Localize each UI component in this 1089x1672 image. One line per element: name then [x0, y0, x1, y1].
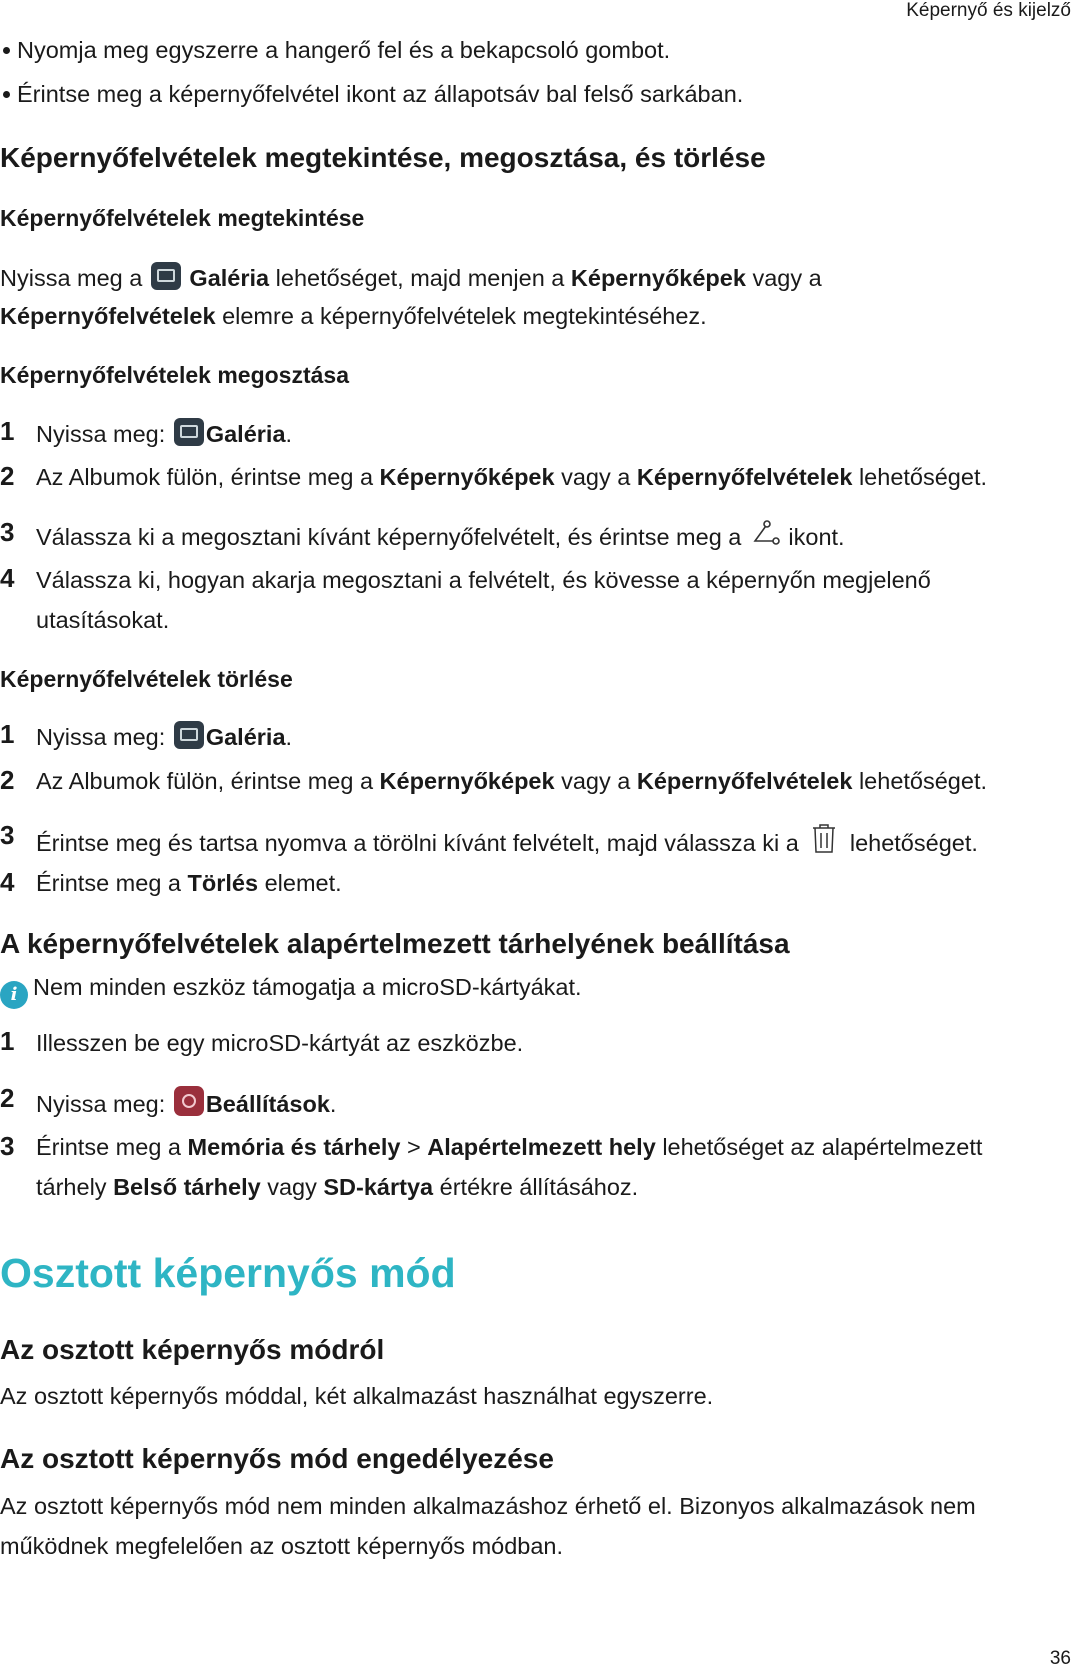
paragraph-line [0, 302, 707, 330]
memory-storage-label: Memória és tárhely [187, 1134, 401, 1160]
bullet-dot [3, 91, 10, 98]
text: vagy a [561, 768, 631, 794]
info-icon: i [0, 981, 28, 1009]
paragraph-line [0, 262, 822, 292]
step-number: 3 [0, 820, 15, 850]
step-text [36, 418, 292, 448]
screen-recordings-label: Képernyőfelvételek [0, 303, 216, 329]
paragraph-line: működnek megfelelően az osztott képernyős módban. [0, 1533, 564, 1559]
paragraph-line: Az osztott képernyős mód nem minden alkalmazáshoz érhető el. Bizonyos alkalmazások nem [0, 1493, 976, 1519]
text: tárhely [36, 1174, 107, 1200]
chapter-heading: Osztott képernyős mód [0, 1250, 456, 1296]
trash-icon [807, 823, 841, 855]
step-text [36, 721, 292, 751]
text: elemre a képernyőfelvételek megtekintéséhez. [222, 303, 707, 329]
step-text [36, 1133, 982, 1161]
step-text [36, 869, 342, 897]
gallery-icon [151, 262, 181, 290]
screenshots-label: Képernyőképek [379, 464, 555, 490]
text: vagy [267, 1174, 317, 1200]
default-location-label: Alapértelmezett hely [427, 1134, 656, 1160]
running-header: Képernyő és kijelző [906, 0, 1071, 21]
note [0, 973, 582, 1009]
bullet-text: Érintse meg a képernyőfelvétel ikont az állapotsáv bal felső sarkában. [17, 81, 744, 107]
screenshots-label: Képernyőképek [379, 768, 555, 794]
text: lehetőséget az alapértelmezett [662, 1134, 983, 1160]
text: lehetőséget. [849, 830, 978, 856]
screen-recordings-label: Képernyőfelvételek [636, 768, 853, 794]
subsection-heading: Képernyőfelvételek törlése [0, 666, 293, 692]
step-number: 2 [0, 461, 15, 491]
subsection-heading: Képernyőfelvételek megosztása [0, 362, 349, 388]
step-number: 3 [0, 1131, 15, 1161]
subsection-heading: Képernyőfelvételek megtekintése [0, 205, 365, 231]
text: ikont. [788, 524, 845, 550]
text: . [329, 1091, 337, 1117]
step-number: 1 [0, 416, 15, 446]
text: lehetőséget, majd menjen a [275, 265, 565, 291]
text: Érintse meg a [36, 1134, 181, 1160]
section-heading: A képernyőfelvételek alapértelmezett tárhelyének beállítása [0, 928, 790, 959]
step-text [36, 823, 978, 857]
text: Nyissa meg a [0, 265, 143, 291]
text: lehetőséget. [858, 464, 987, 490]
text: értékre állításához. [439, 1174, 639, 1200]
section-heading: Az osztott képernyős mód engedélyezése [0, 1443, 554, 1474]
settings-label: Beállítások [205, 1091, 330, 1117]
settings-icon [174, 1086, 204, 1116]
screen-recordings-label: Képernyőfelvételek [636, 464, 853, 490]
step-number: 2 [0, 1083, 15, 1113]
section-heading: Képernyőfelvételek megtekintése, megosztása, és törlése [0, 142, 766, 173]
text: > [406, 1134, 421, 1160]
text: vagy a [752, 265, 822, 291]
bullet-text: Nyomja meg egyszerre a hangerő fel és a bekapcsoló gombot. [17, 37, 671, 63]
internal-storage-label: Belső tárhely [113, 1174, 261, 1200]
gallery-label: Galéria [205, 724, 286, 750]
text: . [285, 421, 293, 447]
text: Nyissa meg: [36, 724, 166, 750]
text: . [285, 724, 293, 750]
step-text: Válassza ki, hogyan akarja megosztani a felvételt, és kövesse a képernyőn megjelenő [36, 567, 931, 593]
step-number: 1 [0, 719, 15, 749]
sd-card-label: SD-kártya [323, 1174, 434, 1200]
bullet-item [0, 80, 743, 108]
note-text: Nem minden eszköz támogatja a microSD-kártyákat. [33, 974, 582, 1000]
step-text [36, 463, 987, 491]
step-number: 4 [0, 563, 15, 593]
text: Érintse meg és tartsa nyomva a törölni kívánt felvételt, majd válassza ki a [36, 830, 799, 856]
step-text [36, 519, 845, 551]
screenshots-label: Képernyőképek [570, 265, 746, 291]
step-text [36, 767, 987, 795]
page-number: 36 [1049, 1648, 1071, 1669]
text: Az Albumok fülön, érintse meg a [36, 464, 374, 490]
text: vagy a [561, 464, 631, 490]
step-number: 3 [0, 517, 15, 547]
text: Nyissa meg: [36, 1091, 166, 1117]
step-text: utasításokat. [36, 607, 170, 633]
share-icon [750, 519, 780, 549]
step-number: 2 [0, 765, 15, 795]
step-text [36, 1173, 638, 1201]
paragraph-line: Az osztott képernyős móddal, két alkalmazást használhat egyszerre. [0, 1383, 714, 1409]
step-text [36, 1086, 336, 1118]
delete-label: Törlés [187, 870, 259, 896]
text: lehetőséget. [858, 768, 987, 794]
gallery-icon [174, 721, 204, 749]
text: Nyissa meg: [36, 421, 166, 447]
text: Az Albumok fülön, érintse meg a [36, 768, 374, 794]
section-heading: Az osztott képernyős módról [0, 1334, 385, 1365]
bullet-dot [3, 47, 10, 54]
text: elemet. [264, 870, 342, 896]
text: Érintse meg a [36, 870, 181, 896]
bullet-item [0, 36, 670, 64]
gallery-label: Galéria [205, 421, 286, 447]
step-text: Illesszen be egy microSD-kártyát az eszközbe. [36, 1030, 524, 1056]
step-number: 4 [0, 867, 15, 897]
step-number: 1 [0, 1026, 15, 1056]
gallery-label: Galéria [189, 265, 270, 291]
text: Válassza ki a megosztani kívánt képernyőfelvételt, és érintse meg a [36, 524, 742, 550]
gallery-icon [174, 418, 204, 446]
